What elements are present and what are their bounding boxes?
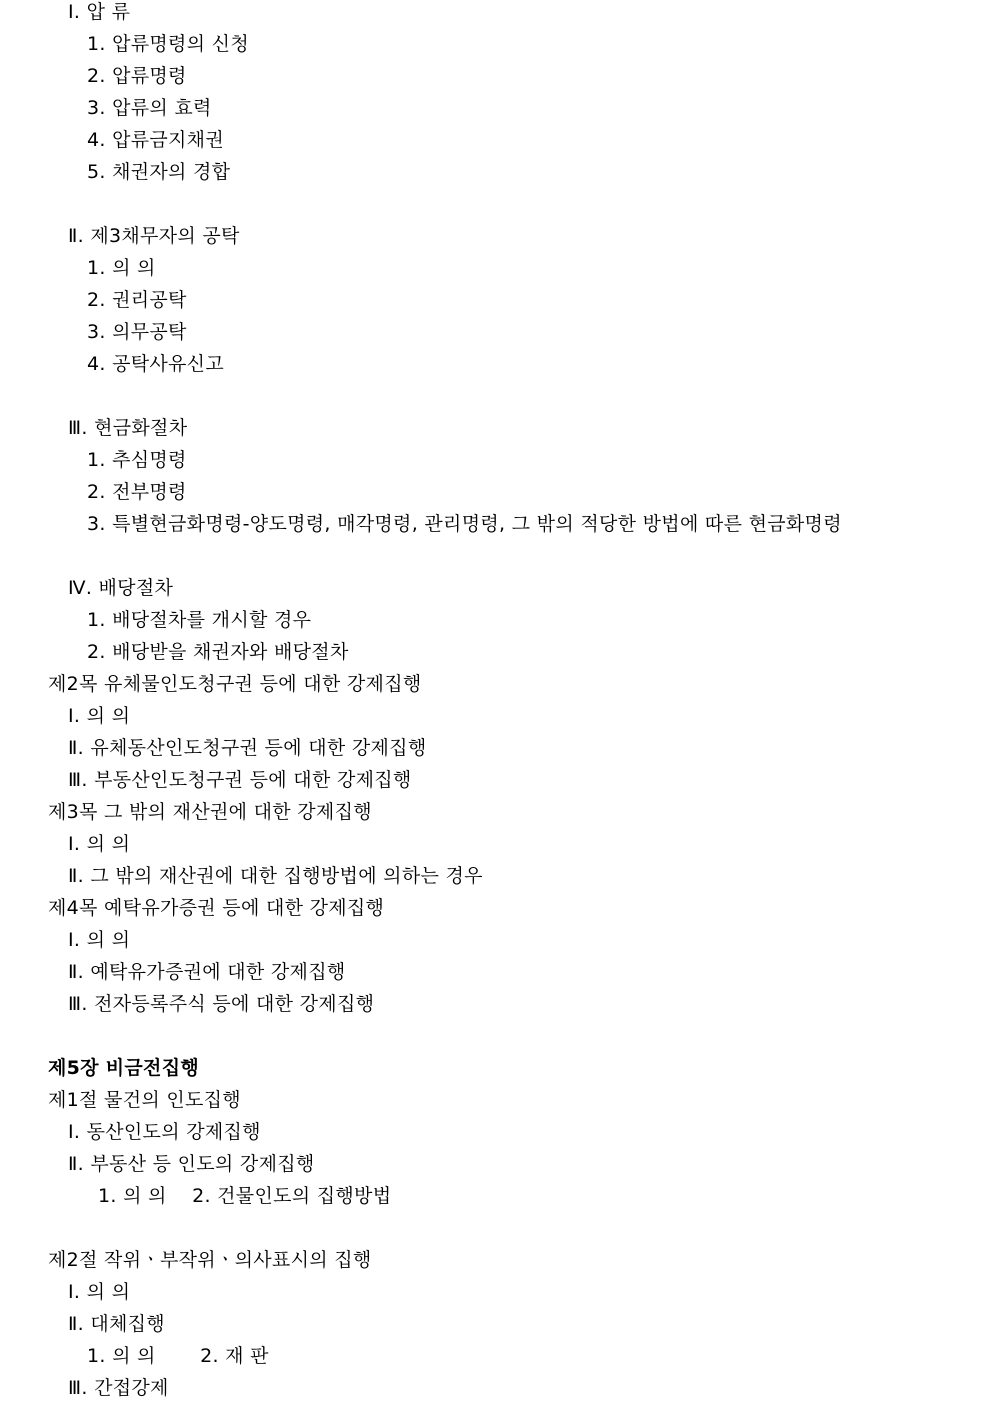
outline-line: Ⅲ. 간접강제 — [68, 1377, 169, 1399]
outline-line: 3. 의무공탁 — [87, 321, 187, 343]
outline-line: 제1절 물건의 인도집행 — [48, 1089, 241, 1111]
outline-line: 1. 압류명령의 신청 — [87, 33, 249, 55]
outline-line: 제3목 그 밖의 재산권에 대한 강제집행 — [48, 801, 372, 823]
outline-line: Ⅰ. 의 의 — [68, 705, 131, 727]
outline-line: 4. 공탁사유신고 — [87, 353, 224, 375]
outline-line: 제2절 작위ㆍ부작위ㆍ의사표시의 집행 — [48, 1249, 372, 1271]
outline-line: Ⅱ. 제3채무자의 공탁 — [68, 225, 240, 247]
outline-line: 2. 배당받을 채권자와 배당절차 — [87, 641, 349, 663]
outline-line: 1. 의 의 2. 건물인도의 집행방법 — [98, 1185, 392, 1207]
outline-line: Ⅲ. 현금화절차 — [68, 417, 188, 439]
outline-line: 1. 의 의 2. 재 판 — [87, 1345, 269, 1367]
outline-line: Ⅲ. 전자등록주식 등에 대한 강제집행 — [68, 993, 375, 1015]
outline-line: Ⅱ. 부동산 등 인도의 강제집행 — [68, 1153, 315, 1175]
outline-line: Ⅱ. 그 밖의 재산권에 대한 집행방법에 의하는 경우 — [68, 865, 483, 887]
outline-line: 3. 특별현금화명령-양도명령, 매각명령, 관리명령, 그 밖의 적당한 방법에 따른 현금화명령 — [87, 513, 842, 535]
outline-line: 1. 의 의 — [87, 257, 156, 279]
outline-line: Ⅰ. 동산인도의 강제집행 — [68, 1121, 261, 1143]
outline-line: Ⅰ. 압 류 — [68, 1, 131, 23]
outline-line: Ⅱ. 유체동산인도청구권 등에 대한 강제집행 — [68, 737, 427, 759]
outline-line: Ⅰ. 의 의 — [68, 1281, 131, 1303]
outline-line: 4. 압류금지채권 — [87, 129, 224, 151]
outline-line: 5. 채권자의 경합 — [87, 161, 231, 183]
outline-line: Ⅰ. 의 의 — [68, 929, 131, 951]
outline-line: 2. 권리공탁 — [87, 289, 187, 311]
outline-line: Ⅱ. 예탁유가증권에 대한 강제집행 — [68, 961, 346, 983]
outline-line: 제4목 예탁유가증권 등에 대한 강제집행 — [48, 897, 385, 919]
outline-line: 2. 압류명령 — [87, 65, 187, 87]
outline-line: Ⅰ. 의 의 — [68, 833, 131, 855]
outline-line: 제2목 유체물인도청구권 등에 대한 강제집행 — [48, 673, 422, 695]
outline-line: 1. 추심명령 — [87, 449, 187, 471]
outline-line: 2. 전부명령 — [87, 481, 187, 503]
outline-line: 제5장 비금전집행 — [48, 1057, 200, 1079]
outline-line: Ⅳ. 배당절차 — [68, 577, 174, 599]
outline-line: 3. 압류의 효력 — [87, 97, 212, 119]
outline-line: Ⅲ. 부동산인도청구권 등에 대한 강제집행 — [68, 769, 412, 791]
outline-line: Ⅱ. 대체집행 — [68, 1313, 165, 1335]
outline-line: 1. 배당절차를 개시할 경우 — [87, 609, 312, 631]
